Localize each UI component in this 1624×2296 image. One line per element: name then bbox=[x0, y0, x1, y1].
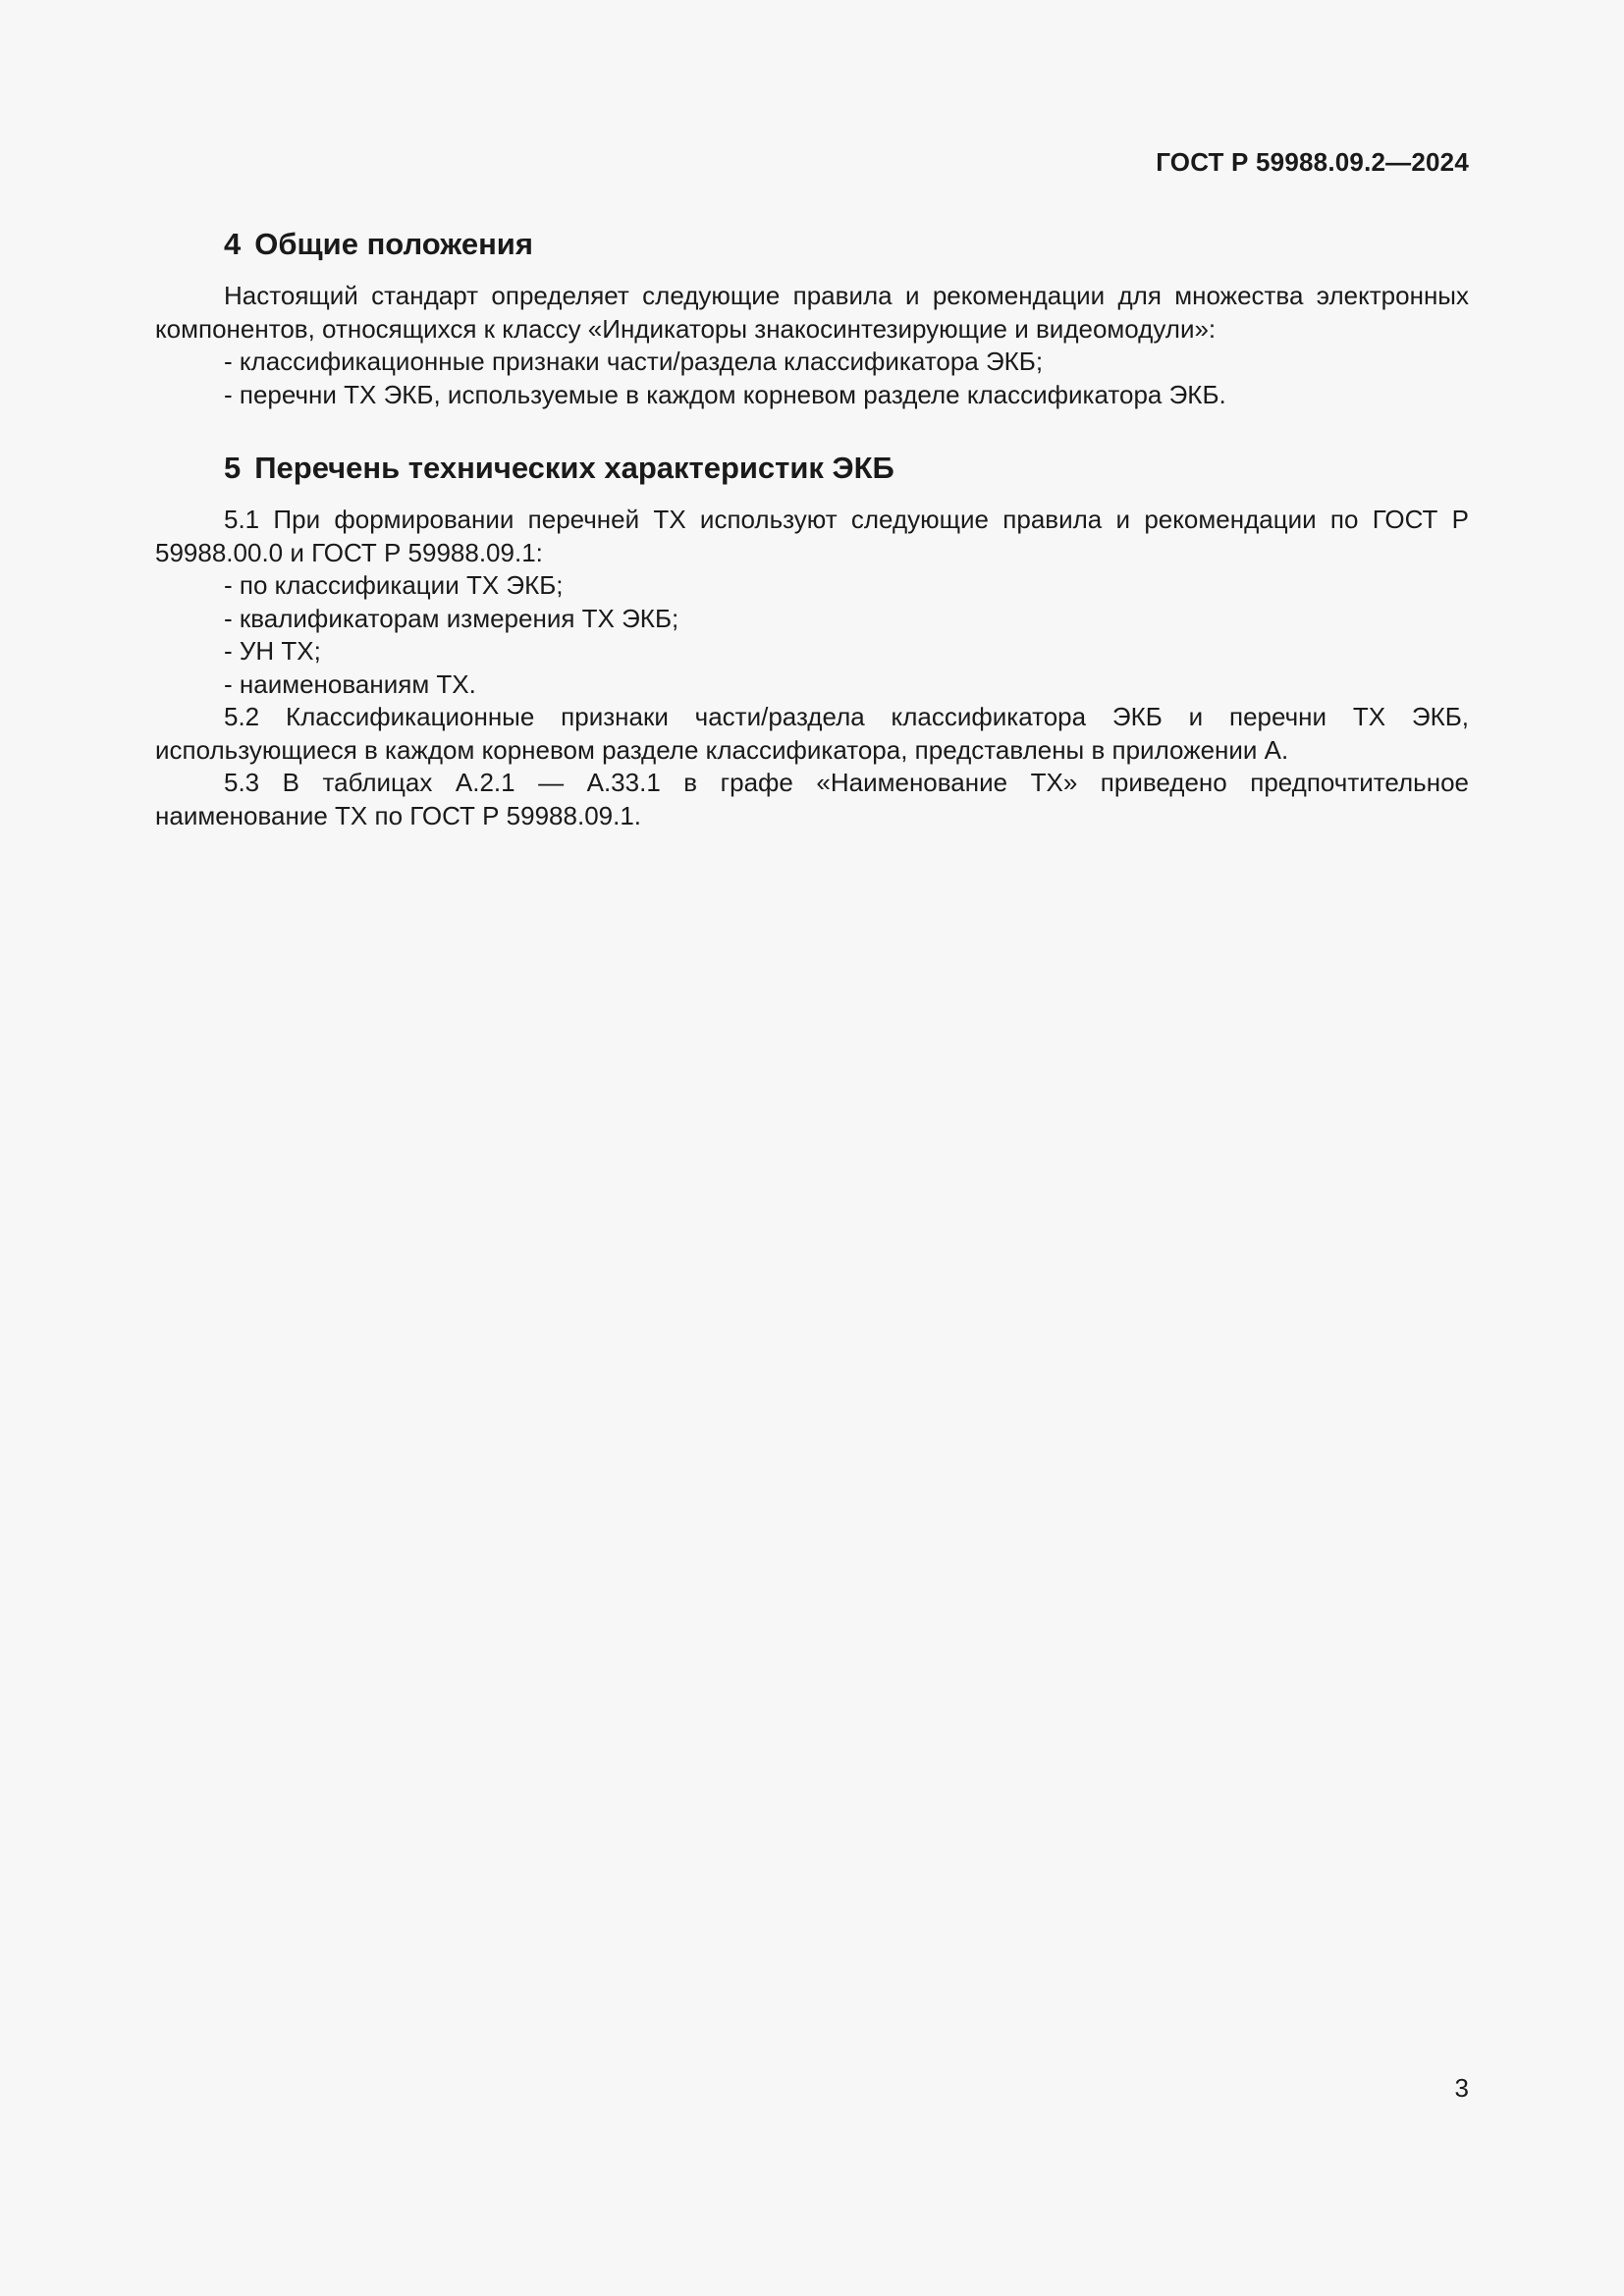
list-item: - перечни ТХ ЭКБ, используемые в каждом корневом разделе классификатора ЭКБ. bbox=[224, 379, 1226, 409]
list-item: - УН ТХ; bbox=[224, 636, 321, 666]
clause-5-1: 5.1 При формировании перечней ТХ используют следующие правила и рекомендации по ГОСТ Р 59988.00.0 и ГОСТ Р 59988.09.1: bbox=[155, 505, 1469, 567]
section-number: 5 bbox=[224, 451, 242, 485]
clause-5-3: 5.3 В таблицах А.2.1 — А.33.1 в графе «Наименование ТХ» приведено предпочтительное наименование ТХ по ГОСТ Р 59988.09.1. bbox=[155, 768, 1469, 830]
list-item: - по классификации ТХ ЭКБ; bbox=[224, 570, 564, 600]
list-item: - наименованиям ТХ. bbox=[224, 668, 476, 699]
section-heading-4 bbox=[224, 221, 1469, 268]
list-item: - классификационные признаки части/раздела классификатора ЭКБ; bbox=[224, 347, 1044, 376]
list-item: - квалификаторам измерения ТХ ЭКБ; bbox=[224, 603, 679, 633]
section-number: 4 bbox=[224, 227, 242, 261]
section-title: Общие положения bbox=[254, 227, 533, 261]
document-code: ГОСТ Р 59988.09.2—2024 bbox=[1156, 147, 1469, 177]
section-title: Перечень технических характеристик ЭКБ bbox=[254, 451, 894, 485]
section-4-paragraph: Настоящий стандарт определяет следующие правила и рекомендации для множества электронных компонентов, относящихся к классу «Индикаторы знакосинтезирующие и видеомодули»: bbox=[155, 281, 1469, 344]
page-number: 3 bbox=[1454, 2073, 1469, 2103]
clause-5-2: 5.2 Классификационные признаки части/раздела классификатора ЭКБ и перечни ТХ ЭКБ, использующиеся в каждом корневом разделе классификатора, представлены в приложении А. bbox=[155, 702, 1469, 765]
document-body bbox=[155, 221, 1469, 832]
section-heading-5 bbox=[224, 445, 1469, 492]
